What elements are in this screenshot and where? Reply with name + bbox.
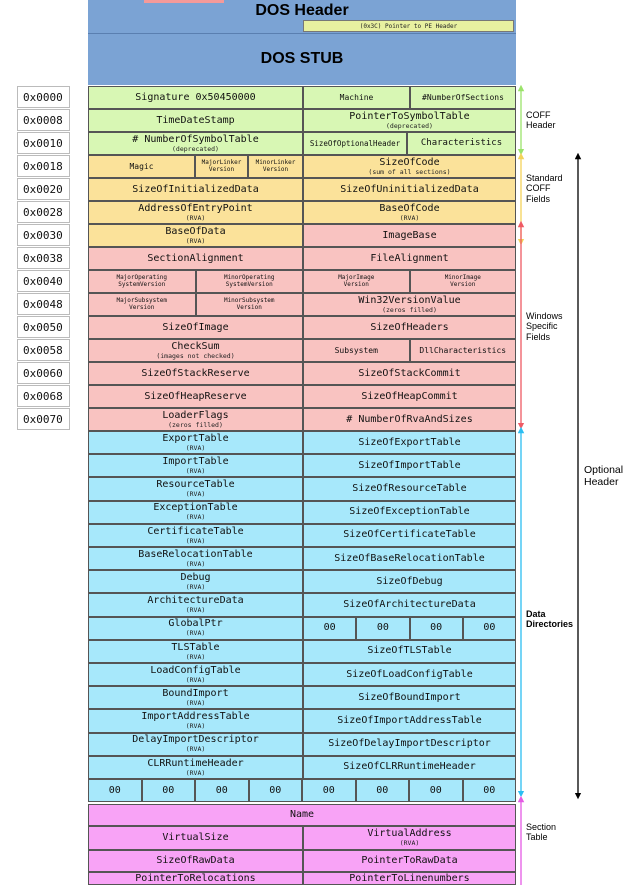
coff-header-label: COFF Header xyxy=(526,110,556,131)
size-of-stack-reserve-label: SizeOfStackReserve xyxy=(141,367,250,379)
data-dir-name: BoundImport xyxy=(162,688,229,700)
checksum-label: CheckSum xyxy=(171,340,220,352)
deprecated-note: (deprecated) xyxy=(386,121,433,130)
size-of-optional-header-label: SizeOfOptionalHeader xyxy=(309,138,401,148)
data-dir-size-name: SizeOfBoundImport xyxy=(358,691,461,703)
offset-label: 0x0050 xyxy=(17,316,70,338)
data-dir-size-name: SizeOfImportAddressTable xyxy=(337,714,482,726)
optional-header-label: Optional Header xyxy=(584,464,624,489)
rva-note: (RVA) xyxy=(399,839,420,848)
size-of-initialized-data-label: SizeOfInitializedData xyxy=(132,183,259,195)
major-image-label: MajorImage xyxy=(338,273,375,281)
rva-note: (RVA) xyxy=(185,629,206,638)
data-dir-name: ImportTable xyxy=(162,456,229,468)
size-of-code-label: SizeOfCode xyxy=(379,156,440,168)
version-label: Version xyxy=(208,165,235,173)
windows-specific-fields-label: Windows Specific Fields xyxy=(526,311,563,342)
system-version-label: SystemVersion xyxy=(225,280,273,288)
pe-pointer-note-text: (0x3C) Pointer to PE Header xyxy=(359,22,458,30)
base-of-data-label: BaseOfData xyxy=(165,225,226,237)
zero-byte: 00 xyxy=(376,784,389,796)
data-dir-name: ResourceTable xyxy=(156,479,235,491)
offset-label: 0x0058 xyxy=(17,339,70,361)
data-dir-size-name: SizeOfImportTable xyxy=(358,459,461,471)
rva-note: (RVA) xyxy=(185,768,206,777)
minor-os-label: MinorOperating xyxy=(223,273,275,281)
rva-note: (RVA) xyxy=(185,490,206,499)
offset-label: 0x0030 xyxy=(17,224,70,246)
data-dir-name: ArchitectureData xyxy=(147,595,244,607)
rva-note: (RVA) xyxy=(185,675,206,684)
rva-note: (RVA) xyxy=(185,583,206,592)
zero-byte: 00 xyxy=(108,784,121,796)
subsystem-label: Subsystem xyxy=(334,345,378,355)
offset-label: 0x0018 xyxy=(17,155,70,177)
data-dir-name: CertificateTable xyxy=(147,525,244,537)
data-dir-size-name: SizeOfDelayImportDescriptor xyxy=(328,738,491,750)
pointer-to-symbol-table-label: PointerToSymbolTable xyxy=(349,110,470,122)
size-of-stack-commit-label: SizeOfStackCommit xyxy=(358,367,461,379)
minor-image-label: MinorImage xyxy=(444,273,481,281)
standard-coff-fields-label: Standard COFF Fields xyxy=(526,173,563,204)
offset-label: 0x0038 xyxy=(17,247,70,269)
rva-note: (RVA) xyxy=(185,513,206,522)
zero-byte: 00 xyxy=(322,784,335,796)
characteristics-label: Characteristics xyxy=(420,138,503,148)
major-linker-label: MajorLinker xyxy=(201,158,242,166)
deprecated-note: (deprecated) xyxy=(172,144,219,153)
data-dir-name: Debug xyxy=(180,572,211,584)
data-dir-size-name: SizeOfBaseRelocationTable xyxy=(334,552,485,564)
version-label: Version xyxy=(343,280,369,288)
size-of-uninitialized-data-label: SizeOfUninitializedData xyxy=(340,183,479,195)
data-dir-size-name: SizeOfExceptionTable xyxy=(349,506,470,518)
zero-byte: 00 xyxy=(376,622,389,634)
machine-label: Machine xyxy=(339,92,374,102)
size-of-headers-label: SizeOfHeaders xyxy=(370,321,449,333)
pointer-to-relocations-label: PointerToRelocations xyxy=(135,872,256,884)
pointer-to-raw-data-label: PointerToRawData xyxy=(361,855,458,867)
rva-note: (RVA) xyxy=(399,213,420,222)
rva-note: (RVA) xyxy=(185,536,206,545)
magic-label: Magic xyxy=(129,161,154,171)
rva-note: (RVA) xyxy=(185,443,206,452)
data-dir-size-name: SizeOfCertificateTable xyxy=(343,529,476,541)
number-of-symbol-table-label: # NumberOfSymbolTable xyxy=(132,133,259,145)
images-not-checked-note: (images not checked) xyxy=(156,351,235,360)
address-of-entry-point-label: AddressOfEntryPoint xyxy=(138,202,253,214)
offset-label: 0x0008 xyxy=(17,109,70,131)
offset-label: 0x0040 xyxy=(17,270,70,292)
zero-byte: 00 xyxy=(215,784,228,796)
data-dir-name: DelayImportDescriptor xyxy=(132,734,259,746)
rva-note: (RVA) xyxy=(185,745,206,754)
rva-note: (RVA) xyxy=(185,606,206,615)
data-dir-name: TLSTable xyxy=(171,641,220,653)
zero-byte: 00 xyxy=(483,784,496,796)
section-name-label: Name xyxy=(289,809,315,821)
major-os-label: MajorOperating xyxy=(116,273,168,281)
loader-flags-label: LoaderFlags xyxy=(162,409,229,421)
data-dir-name: LoadConfigTable xyxy=(150,664,241,676)
size-of-code-note: (sum of all sections) xyxy=(368,167,451,176)
zeros-filled-note: (zeros filled) xyxy=(382,305,437,314)
data-dir-name: ExportTable xyxy=(162,432,229,444)
zero-byte: 00 xyxy=(429,784,442,796)
pointer-to-linenumbers-label: PointerToLinenumbers xyxy=(349,872,470,884)
section-table-label: Section Table xyxy=(526,822,557,843)
data-dir-size-name: SizeOfDebug xyxy=(376,575,443,587)
version-label: Version xyxy=(262,165,289,173)
zero-byte: 00 xyxy=(483,622,496,634)
data-dir-name: CLRRuntimeHeader xyxy=(147,757,244,769)
image-base-label: ImageBase xyxy=(382,229,437,241)
dos-header-title: DOS Header xyxy=(255,2,349,19)
data-dir-size-name: SizeOfLoadConfigTable xyxy=(346,668,473,680)
version-label: Version xyxy=(129,303,155,311)
file-alignment-label: FileAlignment xyxy=(370,252,449,264)
win32-version-value-label: Win32VersionValue xyxy=(358,294,461,306)
data-dir-name: BaseRelocationTable xyxy=(138,548,253,560)
data-dir-name: ExceptionTable xyxy=(153,502,238,514)
number-of-rva-and-sizes-label: # NumberOfRvaAndSizes xyxy=(346,413,473,425)
rva-note: (RVA) xyxy=(185,559,206,568)
zero-byte: 00 xyxy=(162,784,175,796)
rva-note: (RVA) xyxy=(185,213,206,222)
zeros-filled-note: (zeros filled) xyxy=(168,420,223,429)
data-dir-size-name: SizeOfExportTable xyxy=(358,436,461,448)
zero-byte: 00 xyxy=(430,622,443,634)
version-label: Version xyxy=(236,303,262,311)
section-alignment-label: SectionAlignment xyxy=(147,252,244,264)
signature-label: Signature 0x50450000 xyxy=(135,91,256,103)
data-dir-name: GlobalPtr xyxy=(168,618,223,630)
rva-note: (RVA) xyxy=(185,699,206,708)
rva-note: (RVA) xyxy=(185,236,206,245)
data-dir-size-name: SizeOfResourceTable xyxy=(352,482,467,494)
number-of-sections-label: #NumberOfSections xyxy=(422,92,504,102)
size-of-heap-commit-label: SizeOfHeapCommit xyxy=(361,390,458,402)
system-version-label: SystemVersion xyxy=(118,280,166,288)
offset-label: 0x0020 xyxy=(17,178,70,200)
data-dir-size-name: SizeOfCLRRuntimeHeader xyxy=(343,761,476,773)
minor-subsystem-label: MinorSubsystem xyxy=(223,296,275,304)
offset-label: 0x0070 xyxy=(17,408,70,430)
offset-label: 0x0010 xyxy=(17,132,70,154)
zero-byte: 00 xyxy=(323,622,336,634)
offset-label: 0x0048 xyxy=(17,293,70,315)
size-of-raw-data-label: SizeOfRawData xyxy=(156,855,235,867)
data-dir-size-name: SizeOfTLSTable xyxy=(367,645,452,657)
rva-note: (RVA) xyxy=(185,652,206,661)
minor-linker-label: MinorLinker xyxy=(255,158,296,166)
data-dir-size-name: SizeOfArchitectureData xyxy=(343,598,476,610)
virtual-address-label: VirtualAddress xyxy=(367,828,452,840)
dos-stub-title: DOS STUB xyxy=(260,50,344,67)
major-subsystem-label: MajorSubsystem xyxy=(116,296,168,304)
offset-label: 0x0060 xyxy=(17,362,70,384)
data-directories-label: Data Directories xyxy=(526,609,574,630)
rva-note: (RVA) xyxy=(185,722,206,731)
offset-label: 0x0000 xyxy=(17,86,70,108)
offset-label: 0x0028 xyxy=(17,201,70,223)
rva-note: (RVA) xyxy=(185,467,206,476)
version-label: Version xyxy=(450,280,476,288)
data-dir-name: ImportAddressTable xyxy=(141,711,250,723)
size-of-heap-reserve-label: SizeOfHeapReserve xyxy=(144,390,247,402)
dll-characteristics-label: DllCharacteristics xyxy=(419,345,507,355)
time-date-stamp-label: TimeDateStamp xyxy=(156,114,235,126)
base-of-code-label: BaseOfCode xyxy=(379,202,440,214)
offset-label: 0x0068 xyxy=(17,385,70,407)
virtual-size-label: VirtualSize xyxy=(162,832,229,844)
size-of-image-label: SizeOfImage xyxy=(162,321,229,333)
zero-byte: 00 xyxy=(269,784,282,796)
